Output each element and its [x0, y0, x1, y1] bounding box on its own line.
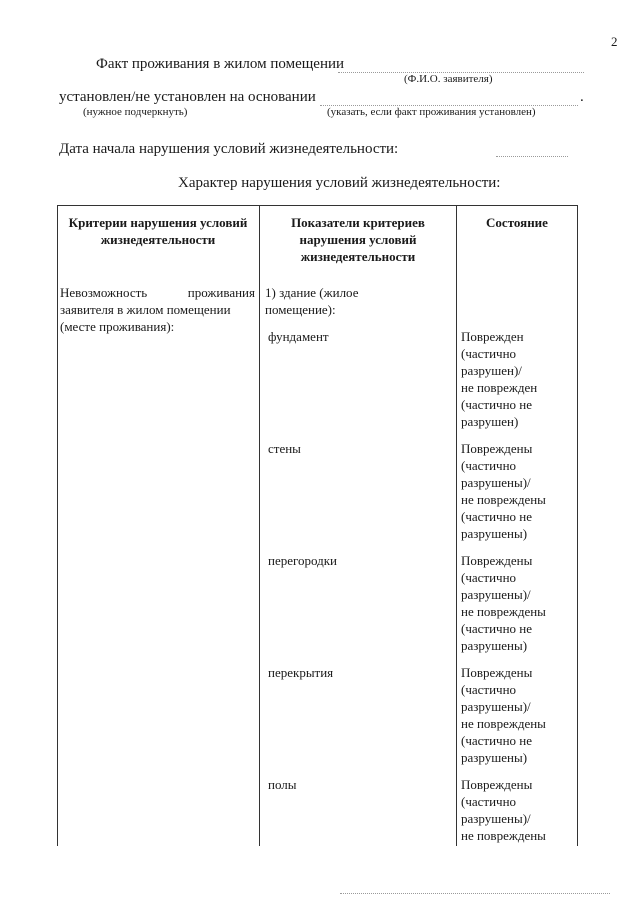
established-label: установлен/не установлен на основании [59, 89, 316, 105]
indicator-partitions: перегородки [268, 553, 338, 568]
start-date-label: Дата начала нарушения условий жизнедеятельности: [59, 141, 399, 157]
start-date-blank [496, 156, 568, 157]
header-indicators: Показатели критериев нарушения условий жизнедеятельности [291, 215, 425, 264]
fact-residence-label: Факт проживания в жилом помещении [96, 56, 345, 72]
indicator-ceilings: перекрытия [268, 665, 334, 680]
header-state: Состояние [486, 215, 548, 230]
specify-hint: (указать, если факт проживания установлен) [327, 106, 536, 118]
state-ceilings: Повреждены (частично разрушены)/ не повреждены (частично не разрушены) [461, 665, 546, 765]
page-number: 2 [611, 34, 618, 49]
header-criteria: Критерии нарушения условий жизнедеятельности [68, 215, 248, 247]
table-top-border [57, 205, 578, 206]
state-partitions: Повреждены (частично разрушены)/ не повреждены (частично не разрушены) [461, 553, 546, 653]
section-title: Характер нарушения условий жизнедеятельности: [178, 175, 501, 191]
table-left-border [57, 205, 58, 846]
table-divider-2 [456, 205, 457, 846]
fio-hint: (Ф.И.О. заявителя) [404, 73, 493, 85]
criteria-line-2: заявителя в жилом помещении [60, 302, 231, 317]
table-right-border [577, 205, 578, 846]
indicator-walls: стены [268, 441, 301, 456]
underline-hint: (нужное подчеркнуть) [83, 106, 188, 118]
state-floors: Повреждены (частично разрушены)/ не повреждены [461, 777, 546, 843]
building-indicator: 1) здание (жилое помещение): [265, 285, 359, 317]
established-period: . [580, 89, 584, 105]
state-foundation: Поврежден (частично разрушен)/ не поврежден (частично не разрушен) [461, 329, 538, 429]
criteria-line-1: Невозможность проживания [60, 285, 255, 300]
indicator-foundation: фундамент [268, 329, 329, 344]
criteria-line-3: (месте проживания): [60, 319, 175, 334]
table-divider-1 [259, 205, 260, 846]
scan-artifact-line [340, 893, 610, 894]
indicator-floors: полы [268, 777, 297, 792]
state-walls: Повреждены (частично разрушены)/ не повреждены (частично не разрушены) [461, 441, 546, 541]
